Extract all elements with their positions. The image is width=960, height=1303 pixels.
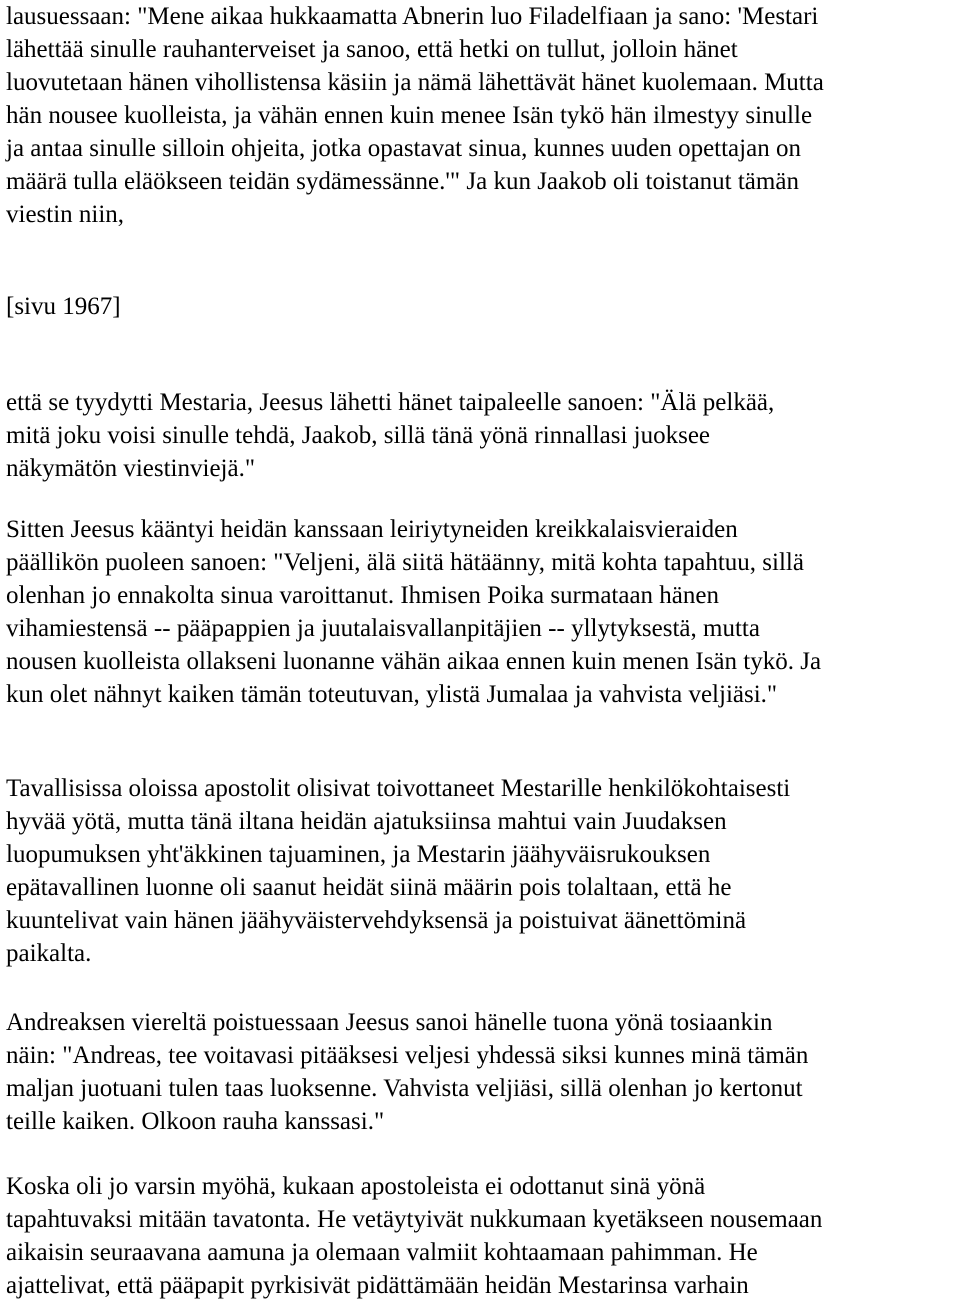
paragraph-4: Tavallisissa oloissa apostolit olisivat toivottaneet Mestarille henkilökohtaisesti hyvää yötä, mutta tänä iltana heidän ajatuksiinsa mahtui vain Juudaksen luopumuksen yht'äkkinen tajuaminen, ja Mestarin jäähyväisrukouksen epätavallinen luonne oli saanut heidät siinä määrin pois tolaltaan, että he kuuntelivat vain hänen jäähyväistervehdyksensä ja poistuivat äänettöminä paikalta.: [6, 775, 791, 967]
paragraph-6: Koska oli jo varsin myöhä, kukaan apostoleista ei odottanut sinä yönä tapahtuvaksi mitään tavatonta. He vetäytyivät nukkumaan kyetäkseen nousemaan aikaisin seuraavana aamuna ja olemaan valmiit kohtaamaan pahimman. He ajattelivat, että pääpapit pyrkisivät pidättämään heidän Mestarinsa varhain: [6, 1173, 823, 1299]
page-marker: [sivu 1967]: [6, 293, 121, 320]
paragraph-2: että se tyydytti Mestaria, Jeesus lähetti hänet taipaleelle sanoen: "Älä pelkää, mitä joku voisi sinulle tehdä, Jaakob, sillä tänä yönä rinnallasi juoksee näkymätön viestinviejä.": [6, 389, 775, 482]
paragraph-5: Andreaksen viereltä poistuessaan Jeesus sanoi hänelle tuona yönä tosiaankin näin: "Andreas, tee voitavasi pitääksesi veljesi yhdessä siksi kunnes minä tämän maljan juotuani tulen taas luoksenne. Vahvista veljiäsi, sillä olenhan jo kertonut teille kaiken. Olkoon rauha kanssasi.": [6, 1009, 809, 1135]
paragraph-1: lausuessaan: "Mene aikaa hukkaamatta Abnerin luo Filadelfiaan ja sano: 'Mestari lähettää sinulle rauhanterveiset ja sanoo, että hetki on tullut, jolloin hänet luovutetaan hänen vihollistensa käsiin ja nämä lähettävät hänet kuolemaan. Mutta hän nousee kuolleista, ja vähän ennen kuin menee Isän tykö hän ilmestyy sinulle ja antaa sinulle silloin ohjeita, jotka opastavat sinua, kunnes uuden opettajan on määrä tulla eläökseen teidän sydämessänne.'" Ja kun Jaakob oli toistanut tämän viestin niin,: [6, 3, 824, 228]
paragraph-3: Sitten Jeesus kääntyi heidän kanssaan leiriytyneiden kreikkalaisvieraiden päällikön puoleen sanoen: "Veljeni, älä siitä hätäänny, mitä kohta tapahtuu, sillä olenhan jo ennakolta sinua varoittanut. Ihmisen Poika surmataan hänen vihamiestensä -- pääpappien ja juutalaisvallanpitäjien -- yllytyksestä, mutta nousen kuolleista ollakseni luonanne vähän aikaa ennen kuin menen Isän tykö. Ja kun olet nähnyt kaiken tämän toteutuvan, ylistä Jumalaa ja vahvista veljiäsi.": [6, 516, 822, 708]
